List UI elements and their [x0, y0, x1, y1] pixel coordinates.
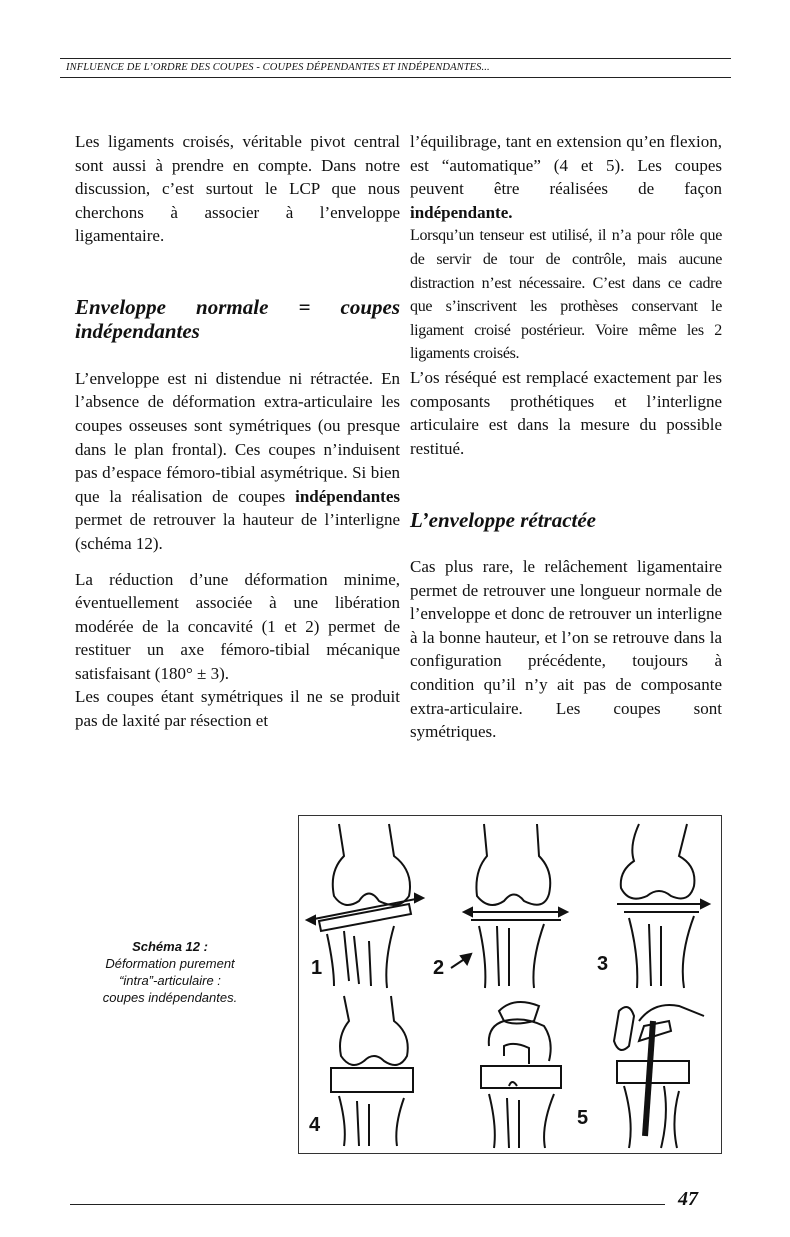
paragraph: Lorsqu’un tenseur est utilisé, il n’a pour rôle que de servir de tour de contrôle, mais aucune distraction n’est nécessaire. C’est dans ce cadre que s’inscrivent les prothèses conservant le ligament croisé postérieur. Voire même les 2 ligaments croisés. — [410, 227, 722, 363]
paragraph: Les coupes étant symétriques il ne se produit pas de laxité par résection et — [75, 687, 400, 731]
paragraph: La réduction d’une déformation minime, éventuellement associée à une libération modérée de la concavité (1 et 2) permet de restituer un axe fémoro-tibial mécanique satisfaisant (180° ± 3). — [75, 569, 400, 683]
knee-diagrams — [299, 816, 721, 1153]
panel-label-4: 4 — [309, 1114, 321, 1136]
panel-label-5: 5 — [577, 1107, 589, 1129]
panel-label-3: 3 — [597, 953, 609, 975]
knee-drawing-5b — [614, 1005, 704, 1148]
figure-caption: Schéma 12 : Déformation purement “intra”-articulaire : coupes indépendantes. — [102, 939, 238, 1005]
footer-rule — [70, 1204, 665, 1205]
paragraph: Les ligaments croisés, véritable pivot central sont aussi à prendre en compte. Dans notre discussion, c’est surtout le LCP que nous cherchons à associer à l’enveloppe ligamentaire. — [75, 132, 400, 246]
panel-label-2: 2 — [433, 957, 445, 979]
panel-label-1: 1 — [311, 957, 323, 979]
knee-drawing-4 — [331, 996, 413, 1146]
paragraph: Cas plus rare, le relâchement ligamentaire permet de retrouver une longueur normale de l’enveloppe et donc de retrouver un interligne à la bonne hauteur, et l’on se retrouve dans la configuration précédente, toujours à condition qu’il n’y ait pas de composante extra-articulaire. Les coupes sont symétriques. — [410, 557, 722, 742]
knee-drawing-5a — [481, 1002, 561, 1148]
section-heading: Enveloppe normale = coupes indépendantes — [75, 295, 400, 344]
paragraph: L’enveloppe est ni distendue ni rétractée. En l’absence de déformation extra-articulaire les coupes osseuses sont symétriques (ou presque dans le plan frontal). Ces coupes n’induisent pas d’espace fémoro-tibial asymétrique. Si bien que la réalisation de coupes indépendantes permet de retrouver la hauteur de l’interligne (schéma 12). — [75, 368, 400, 553]
running-header: INFLUENCE DE L’ORDRE DES COUPES - COUPES DÉPENDANTES ET INDÉPENDANTES... — [60, 58, 731, 78]
knee-diagram-figure — [298, 815, 722, 1154]
knee-drawing-3 — [617, 824, 709, 988]
knee-drawing-1 — [307, 824, 423, 988]
paragraph: L’os réséqué est remplacé exactement par les composants prothétiques et l’interligne articulaire est dans la mesure du possible restitué. — [410, 367, 722, 458]
left-column — [75, 130, 400, 733]
right-column — [410, 130, 722, 744]
knee-drawing-2 — [451, 824, 567, 988]
paragraph: l’équilibrage, tant en extension qu’en flexion, est “automatique” (4 et 5). Les coupes peuvent être réalisées de façon indépendante. — [410, 132, 722, 222]
section-heading: L’enveloppe rétractée — [410, 507, 597, 532]
page-number: 47 — [678, 1188, 698, 1210]
